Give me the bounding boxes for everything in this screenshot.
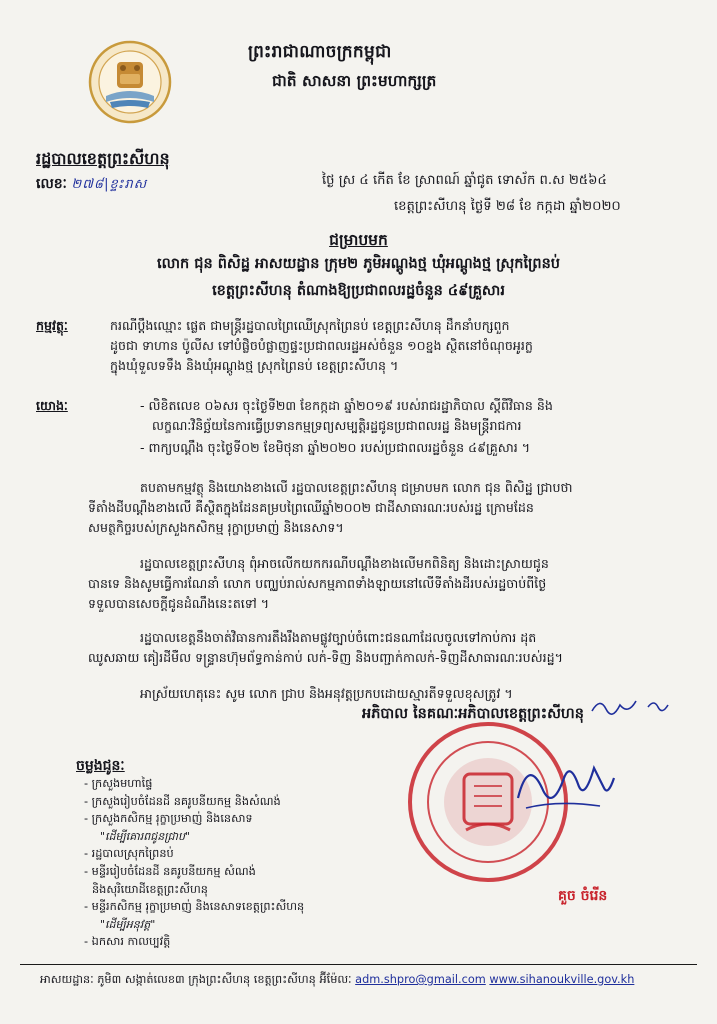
cc-item: - មន្ទីររៀបចំដែនដី នគរូបនីយកម្ម សំណង់ xyxy=(84,864,256,878)
cc-note: "ដើម្បីគោរពជូនជ្រាប" xyxy=(100,829,190,843)
body-paragraph-2: រដ្ឋបាលខេត្តព្រះសីហនុ ពុំអាចលើកយកករណីបណ្តឹងខាងលើមកពិនិត្យ និងដោះស្រាយជូន xyxy=(140,556,549,571)
reference-item: លក្ខណៈវិនិច្ឆ័យនៃការធ្វើប្រទានកម្មទ្រព្យសម្បត្តិរដ្ឋជូនប្រជាពលរដ្ឋ និងមន្ត្រីរាជការ xyxy=(152,418,522,433)
reference-label: លេខៈ xyxy=(36,176,67,192)
national-motto: ជាតិ សាសនា ព្រះមហាក្សត្រ xyxy=(272,72,437,90)
footer-email-link[interactable]: adm.shpro@gmail.com xyxy=(355,973,486,986)
signatory-name: គួច ចំរើន xyxy=(558,888,608,904)
initial-mark-icon xyxy=(588,693,688,719)
provincial-emblem-icon xyxy=(88,40,172,124)
lunar-date: ថ្ងៃ ស្រ ៤ កើត ខែ ស្រាពណ៍ ឆ្នាំជូត ទោស័ក ព.ស ២៥៦៤ xyxy=(322,173,607,188)
body-paragraph-3: រដ្ឋបាលខេត្តនឹងចាត់វិធានការតឹងរឹងតាមផ្លូវច្បាប់ចំពោះជនណាដែលចូលទៅកាប់ការ ដុត xyxy=(140,630,537,645)
addressee-line-1: លោក ជុន ពិសិដ្ឋ អាសយដ្ឋាន ក្រុម២ ភូមិអណ្តូងថ្ម ឃុំអណ្តូងថ្ម ស្រុកព្រៃនប់ xyxy=(156,256,560,272)
cc-item: - ក្រសួងកសិកម្ម រុក្ខាប្រមាញ់ និងនេសាទ xyxy=(84,812,253,826)
body-paragraph-2: ទទួលបានសេចក្តីជូនដំណឹងនេះតទៅ ។ xyxy=(88,596,270,611)
subject-line: ក្នុងឃុំទួលទទឹង និងឃុំអណ្តូងថ្ម ស្រុកព្រៃនប់ ខេត្តព្រះសីហនុ ។ xyxy=(110,358,399,373)
footer-address: អាសយដ្ឋានៈ ភូមិ៣ សង្កាត់លេខ៣ ក្រុងព្រះសីហនុ ខេត្តព្រះសីហនុ អ៊ីម៉ែលៈ xyxy=(40,973,352,986)
cc-title: ចម្លងជូនៈ xyxy=(76,758,125,774)
footer-divider xyxy=(20,964,697,965)
reference-item: - លិខិតលេខ ០៦សរ ចុះថ្ងៃទី២៣ ខែកក្កដា ឆ្នាំ២០១៩ របស់រាជរដ្ឋាភិបាល ស្តីពីវិធាន និង xyxy=(140,398,553,413)
cc-item: - រដ្ឋបាលស្រុកព្រៃនប់ xyxy=(84,847,174,861)
footer-contact xyxy=(40,972,634,989)
document-type: ជម្រាបមក xyxy=(329,231,388,249)
subject-label: កម្មវត្ថុៈ xyxy=(36,318,68,333)
body-paragraph-1: សមត្ថកិច្ចរបស់ក្រសួងកសិកម្ម រុក្ខាប្រមាញ់ និងនេសាទ។ xyxy=(88,520,344,535)
cc-note: "ដើម្បីអនុវត្ត" xyxy=(100,917,156,931)
cc-item: និងសុរិយោដីខេត្តព្រះសីហនុ xyxy=(92,882,208,896)
reference-number xyxy=(36,174,147,195)
body-paragraph-2: បានទេ និងសូមធ្វើការណែនាំ លោក បញ្ឈប់រាល់សកម្មភាពទាំងឡាយនៅលើទីតាំងដីរបស់រដ្ឋចាប់ពីថ្ងៃ xyxy=(88,576,547,591)
body-paragraph-1: ទីតាំងដីបណ្តឹងខាងលើ គឺស្ថិតក្នុងដែនគម្របព្រៃឈើឆ្នាំ២០០២ ជាដីសាធារណៈរបស់រដ្ឋ ក្រោមដែន xyxy=(88,500,534,515)
reference-value: ២៧៨|ខ្ទះរាស xyxy=(71,177,148,192)
subject-line: ករណីប្តឹងឈ្មោះ ផ្លេត ជាមន្ត្រីរដ្ឋបាលព្រៃឈើស្រុកព្រៃនប់ ខេត្តព្រះសីហនុ ដឹកនាំបក្សពួក xyxy=(110,318,510,333)
cc-item: - ឯកសារ កាលប្បវត្តិ xyxy=(84,935,171,949)
footer-website-link[interactable]: www.sihanoukville.gov.kh xyxy=(489,973,635,986)
kingdom-heading: ព្រះរាជាណាចក្រកម្ពុជា xyxy=(248,42,392,62)
reference-section-label: យោងៈ xyxy=(36,398,68,413)
subject-line: ដូចជា ទាហាន ប៉ូលីស ទៅបំផ្លិចបំផ្លាញផ្ទះប្រជាពលរដ្ឋអស់ចំនួន ១០ខ្នង ស្ថិតនៅចំណុចអូរក្ល xyxy=(110,338,533,353)
issuer-name: រដ្ឋបាលខេត្តព្រះសីហនុ xyxy=(36,149,170,168)
cc-list xyxy=(84,775,304,951)
cc-item: - មន្ទីរកសិកម្ម រុក្ខាប្រមាញ់ និងនេសាទខេត្តព្រះសីហនុ xyxy=(84,900,305,914)
solar-date: ខេត្តព្រះសីហនុ ថ្ងៃទី ២៨ ខែ កក្កដា ឆ្នាំ២០២០ xyxy=(394,199,621,214)
cc-item: - ក្រសួងមហាផ្ទៃ xyxy=(84,777,153,790)
closing-sentence: អាស្រ័យហេតុនេះ សូម លោក ជ្រាប និងអនុវត្តប្រកបដោយស្មារតីទទួលខុសត្រូវ ។ xyxy=(140,686,513,701)
body-paragraph-3: ឈូសឆាយ គៀរដីមឺល ទន្ទ្រានហ៊ុមព័ទ្ធកាន់កាប់ លក់-ទិញ និងបញ្ជាក់កាលក់-ទិញដីសាធារណៈរបស់រដ្ឋ។ xyxy=(88,650,563,665)
reference-item: - ពាក្យបណ្តឹង ចុះថ្ងៃទី០២ ខែមិថុនា ឆ្នាំ២០២០ របស់ប្រជាពលរដ្ឋចំនួន ៤៩គ្រួសារ ។ xyxy=(140,440,531,455)
signature-icon xyxy=(508,748,618,822)
cc-item: - ក្រសួងរៀបចំដែនដី នគរូបនីយកម្ម និងសំណង់ xyxy=(84,794,281,808)
body-paragraph-1: តបតាមកម្មវត្ថុ និងយោងខាងលើ រដ្ឋបាលខេត្តព្រះសីហនុ ជម្រាបមក លោក ជុន ពិសិដ្ឋ ជ្រាបថា xyxy=(140,480,573,495)
addressee-line-2: ខេត្តព្រះសីហនុ តំណាងឱ្យប្រជាពលរដ្ឋចំនួន ៤៩គ្រួសារ xyxy=(212,283,505,299)
signatory-title: អភិបាល នៃគណៈអភិបាលខេត្តព្រះសីហនុ xyxy=(362,706,584,722)
